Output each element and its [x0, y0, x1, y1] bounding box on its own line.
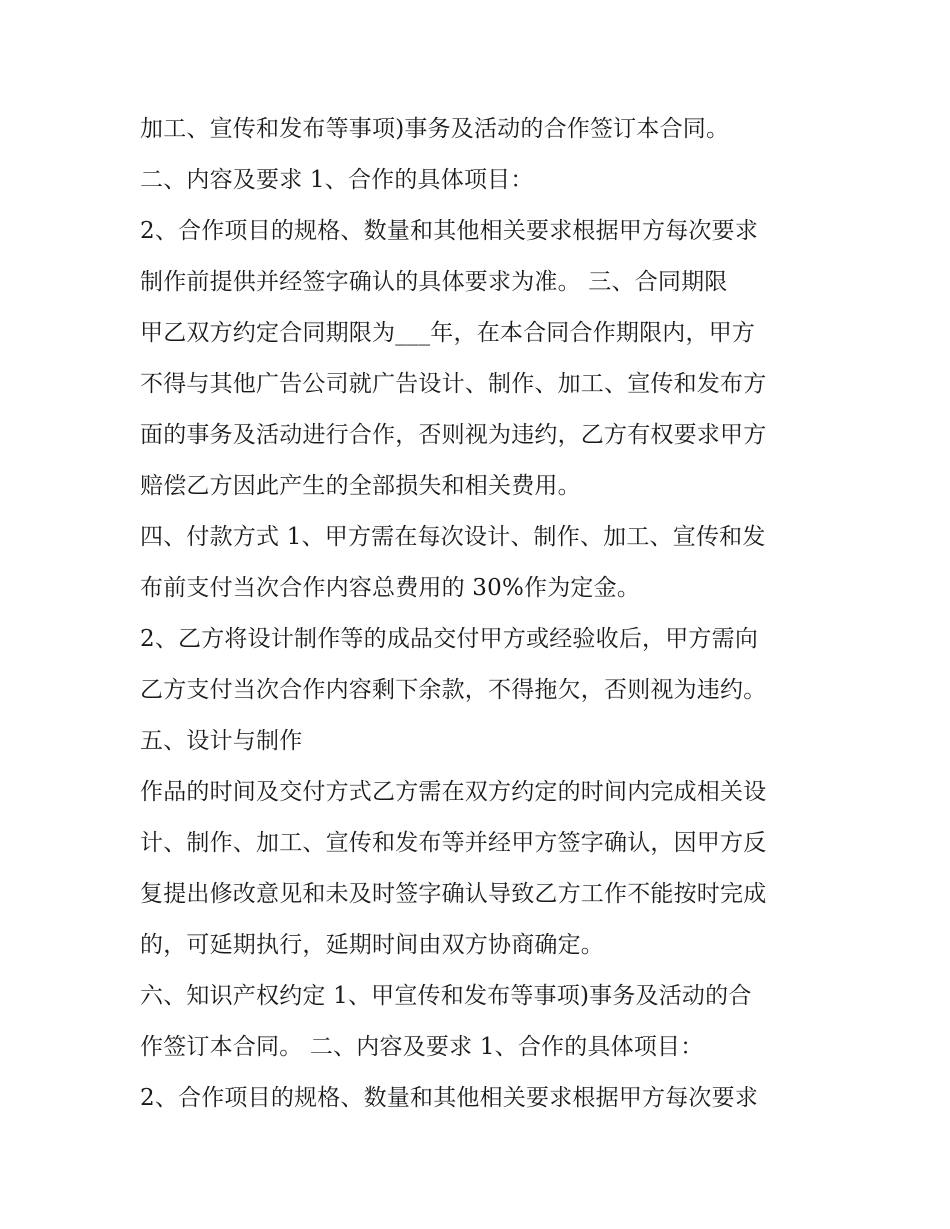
text-line-5: 甲乙双方约定合同期限为___年，在本合同合作期限内，甲方 — [140, 320, 756, 346]
text-line-18: 六、知识产权约定 1、甲宣传和发布等事项)事务及活动的合 — [140, 983, 752, 1009]
text-line-7: 面的事务及活动进行合作，否则视为违约，乙方有权要求甲方 — [140, 422, 767, 448]
text-line-14: 作品的时间及交付方式乙方需在双方约定的时间内完成相关设 — [140, 779, 767, 805]
text-line-10: 布前支付当次合作内容总费用的 30%作为定金。 — [140, 575, 641, 601]
text-line-12: 乙方支付当次合作内容剩下余款，不得拖欠，否则视为违约。 — [140, 677, 767, 703]
text-line-20: 2、合作项目的规格、数量和其他相关要求根据甲方每次要求 — [140, 1085, 759, 1111]
text-line-3: 2、合作项目的规格、数量和其他相关要求根据甲方每次要求 — [140, 218, 759, 244]
text-line-9: 四、付款方式 1、甲方需在每次设计、制作、加工、宣传和发 — [140, 524, 766, 550]
text-line-15: 计、制作、加工、宣传和发布等并经甲方签字确认，因甲方反 — [140, 830, 767, 856]
text-line-19: 作签订本合同。 二、内容及要求 1、合作的具体项目： — [140, 1034, 704, 1060]
text-line-2: 二、内容及要求 1、合作的具体项目： — [140, 167, 534, 193]
contract-text-body — [140, 104, 830, 1124]
text-line-1: 加工、宣传和发布等事项)事务及活动的合作签订本合同。 — [140, 116, 730, 142]
text-line-8: 赔偿乙方因此产生的全部损失和相关费用。 — [140, 473, 581, 499]
text-line-17: 的，可延期执行，延期时间由双方协商确定。 — [140, 932, 604, 958]
text-line-4: 制作前提供并经签字确认的具体要求为准。 三、合同期限 — [140, 269, 728, 295]
text-line-11: 2、乙方将设计制作等的成品交付甲方或经验收后，甲方需向 — [140, 626, 759, 652]
text-line-16: 复提出修改意见和未及时签字确认导致乙方工作不能按时完成 — [140, 881, 767, 907]
text-line-13: 五、设计与制作 — [140, 728, 303, 754]
text-line-6: 不得与其他广告公司就广告设计、制作、加工、宣传和发布方 — [140, 371, 767, 397]
